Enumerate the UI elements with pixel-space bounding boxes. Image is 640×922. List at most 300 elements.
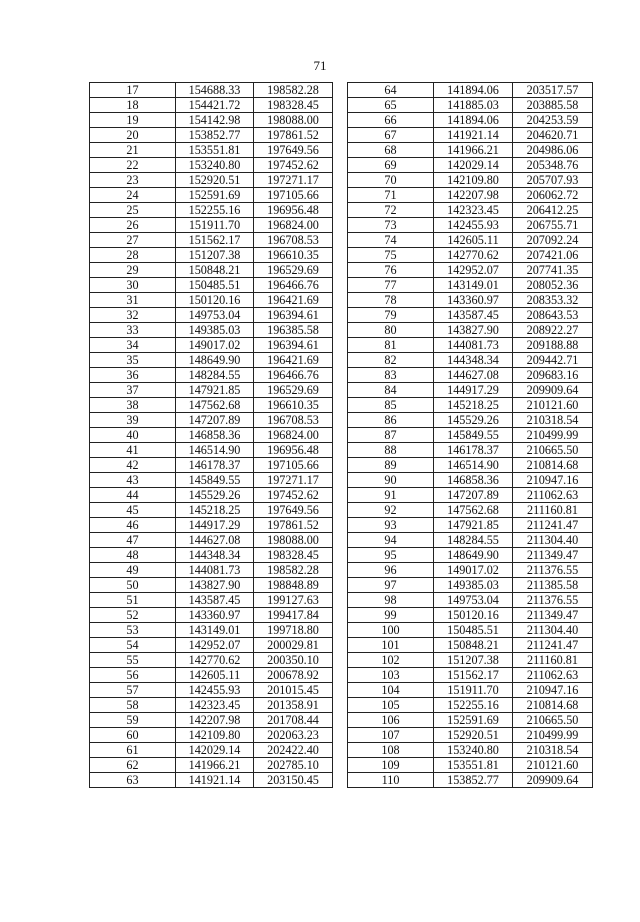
table-row [348, 518, 593, 533]
y-coordinate-cell: 210947.16 [513, 683, 593, 698]
table-row [90, 428, 333, 443]
y-coordinate-cell: 209188.88 [513, 338, 593, 353]
y-coordinate-cell: 196466.76 [254, 278, 333, 293]
point-number-cell: 22 [90, 158, 176, 173]
x-coordinate-cell: 146858.36 [176, 428, 254, 443]
table-row [348, 233, 593, 248]
point-number-cell: 25 [90, 203, 176, 218]
point-number-cell: 109 [348, 758, 434, 773]
point-number-cell: 52 [90, 608, 176, 623]
table-row [90, 323, 333, 338]
table-row [348, 323, 593, 338]
table-row [348, 773, 593, 788]
table-row [90, 563, 333, 578]
x-coordinate-cell: 152920.51 [176, 173, 254, 188]
y-coordinate-cell: 196394.61 [254, 308, 333, 323]
y-coordinate-cell: 204253.59 [513, 113, 593, 128]
x-coordinate-cell: 142952.07 [434, 263, 513, 278]
x-coordinate-cell: 153551.81 [176, 143, 254, 158]
table-row [90, 698, 333, 713]
y-coordinate-cell: 211385.58 [513, 578, 593, 593]
table-row [348, 428, 593, 443]
y-coordinate-cell: 200350.10 [254, 653, 333, 668]
y-coordinate-cell: 197271.17 [254, 473, 333, 488]
table-row [348, 443, 593, 458]
y-coordinate-cell: 196708.53 [254, 233, 333, 248]
coordinates-table-left [89, 82, 333, 788]
y-coordinate-cell: 208353.32 [513, 293, 593, 308]
table-row [348, 413, 593, 428]
x-coordinate-cell: 150848.21 [176, 263, 254, 278]
table-row [90, 368, 333, 383]
point-number-cell: 101 [348, 638, 434, 653]
x-coordinate-cell: 151207.38 [176, 248, 254, 263]
coordinates-table-right [347, 82, 593, 788]
table-row [348, 173, 593, 188]
table-row [90, 488, 333, 503]
table-row [90, 758, 333, 773]
table-row [348, 593, 593, 608]
y-coordinate-cell: 211304.40 [513, 623, 593, 638]
point-number-cell: 83 [348, 368, 434, 383]
y-coordinate-cell: 197861.52 [254, 128, 333, 143]
x-coordinate-cell: 144917.29 [176, 518, 254, 533]
x-coordinate-cell: 143360.97 [176, 608, 254, 623]
y-coordinate-cell: 198848.89 [254, 578, 333, 593]
y-coordinate-cell: 210121.60 [513, 758, 593, 773]
table-row [90, 338, 333, 353]
table-row [348, 128, 593, 143]
point-number-cell: 87 [348, 428, 434, 443]
y-coordinate-cell: 197649.56 [254, 143, 333, 158]
x-coordinate-cell: 142605.11 [434, 233, 513, 248]
y-coordinate-cell: 211349.47 [513, 548, 593, 563]
y-coordinate-cell: 211062.63 [513, 668, 593, 683]
y-coordinate-cell: 211062.63 [513, 488, 593, 503]
table-row [348, 623, 593, 638]
y-coordinate-cell: 210665.50 [513, 713, 593, 728]
point-number-cell: 72 [348, 203, 434, 218]
x-coordinate-cell: 143827.90 [176, 578, 254, 593]
table-row [348, 503, 593, 518]
y-coordinate-cell: 196394.61 [254, 338, 333, 353]
x-coordinate-cell: 145529.26 [176, 488, 254, 503]
x-coordinate-cell: 141921.14 [176, 773, 254, 788]
point-number-cell: 82 [348, 353, 434, 368]
table-row [348, 263, 593, 278]
y-coordinate-cell: 196529.69 [254, 263, 333, 278]
point-number-cell: 73 [348, 218, 434, 233]
table-row [90, 278, 333, 293]
table-row [348, 218, 593, 233]
x-coordinate-cell: 153852.77 [434, 773, 513, 788]
y-coordinate-cell: 207421.06 [513, 248, 593, 263]
point-number-cell: 55 [90, 653, 176, 668]
table-row [348, 713, 593, 728]
y-coordinate-cell: 201358.91 [254, 698, 333, 713]
y-coordinate-cell: 197861.52 [254, 518, 333, 533]
table-row [348, 203, 593, 218]
point-number-cell: 85 [348, 398, 434, 413]
y-coordinate-cell: 196385.58 [254, 323, 333, 338]
y-coordinate-cell: 198088.00 [254, 113, 333, 128]
table-row [348, 578, 593, 593]
table-row [90, 308, 333, 323]
table-row [90, 113, 333, 128]
table-row [90, 668, 333, 683]
table-row [90, 728, 333, 743]
y-coordinate-cell: 207741.35 [513, 263, 593, 278]
x-coordinate-cell: 142109.80 [176, 728, 254, 743]
x-coordinate-cell: 150485.51 [434, 623, 513, 638]
y-coordinate-cell: 211160.81 [513, 503, 593, 518]
x-coordinate-cell: 142029.14 [176, 743, 254, 758]
point-number-cell: 98 [348, 593, 434, 608]
table-row [90, 638, 333, 653]
table-row [348, 113, 593, 128]
x-coordinate-cell: 141966.21 [176, 758, 254, 773]
y-coordinate-cell: 208643.53 [513, 308, 593, 323]
table-row [90, 533, 333, 548]
x-coordinate-cell: 153240.80 [434, 743, 513, 758]
y-coordinate-cell: 198582.28 [254, 563, 333, 578]
point-number-cell: 108 [348, 743, 434, 758]
y-coordinate-cell: 196824.00 [254, 218, 333, 233]
y-coordinate-cell: 205707.93 [513, 173, 593, 188]
table-row [348, 338, 593, 353]
table-row [90, 608, 333, 623]
x-coordinate-cell: 144627.08 [434, 368, 513, 383]
table-row [90, 203, 333, 218]
x-coordinate-cell: 147562.68 [176, 398, 254, 413]
table-row [348, 728, 593, 743]
point-number-cell: 29 [90, 263, 176, 278]
point-number-cell: 97 [348, 578, 434, 593]
table-row [90, 458, 333, 473]
point-number-cell: 71 [348, 188, 434, 203]
point-number-cell: 70 [348, 173, 434, 188]
table-row [348, 668, 593, 683]
y-coordinate-cell: 200678.92 [254, 668, 333, 683]
point-number-cell: 100 [348, 623, 434, 638]
y-coordinate-cell: 197105.66 [254, 458, 333, 473]
table-row [90, 248, 333, 263]
table-row [348, 473, 593, 488]
y-coordinate-cell: 211241.47 [513, 638, 593, 653]
table-row [90, 548, 333, 563]
x-coordinate-cell: 149017.02 [434, 563, 513, 578]
table-row [348, 398, 593, 413]
point-number-cell: 49 [90, 563, 176, 578]
x-coordinate-cell: 154688.33 [176, 83, 254, 98]
y-coordinate-cell: 201015.45 [254, 683, 333, 698]
x-coordinate-cell: 148649.90 [176, 353, 254, 368]
y-coordinate-cell: 210499.99 [513, 428, 593, 443]
x-coordinate-cell: 142952.07 [176, 638, 254, 653]
y-coordinate-cell: 202785.10 [254, 758, 333, 773]
point-number-cell: 64 [348, 83, 434, 98]
x-coordinate-cell: 146858.36 [434, 473, 513, 488]
point-number-cell: 48 [90, 548, 176, 563]
point-number-cell: 44 [90, 488, 176, 503]
y-coordinate-cell: 211160.81 [513, 653, 593, 668]
x-coordinate-cell: 148649.90 [434, 548, 513, 563]
x-coordinate-cell: 151207.38 [434, 653, 513, 668]
table-row [90, 683, 333, 698]
y-coordinate-cell: 205348.76 [513, 158, 593, 173]
x-coordinate-cell: 142770.62 [434, 248, 513, 263]
point-number-cell: 35 [90, 353, 176, 368]
table-row [348, 563, 593, 578]
table-row [90, 743, 333, 758]
point-number-cell: 36 [90, 368, 176, 383]
x-coordinate-cell: 144081.73 [434, 338, 513, 353]
table-row [348, 293, 593, 308]
y-coordinate-cell: 196421.69 [254, 353, 333, 368]
point-number-cell: 47 [90, 533, 176, 548]
point-number-cell: 84 [348, 383, 434, 398]
table-row [90, 578, 333, 593]
point-number-cell: 42 [90, 458, 176, 473]
point-number-cell: 39 [90, 413, 176, 428]
table-row [348, 308, 593, 323]
x-coordinate-cell: 141894.06 [434, 113, 513, 128]
table-row [348, 248, 593, 263]
table-row [90, 443, 333, 458]
x-coordinate-cell: 143360.97 [434, 293, 513, 308]
point-number-cell: 30 [90, 278, 176, 293]
point-number-cell: 20 [90, 128, 176, 143]
x-coordinate-cell: 142109.80 [434, 173, 513, 188]
y-coordinate-cell: 209442.71 [513, 353, 593, 368]
y-coordinate-cell: 211376.55 [513, 563, 593, 578]
x-coordinate-cell: 146178.37 [434, 443, 513, 458]
point-number-cell: 96 [348, 563, 434, 578]
point-number-cell: 37 [90, 383, 176, 398]
table-row [90, 188, 333, 203]
point-number-cell: 59 [90, 713, 176, 728]
table-row [348, 143, 593, 158]
x-coordinate-cell: 142323.45 [176, 698, 254, 713]
point-number-cell: 95 [348, 548, 434, 563]
point-number-cell: 56 [90, 668, 176, 683]
x-coordinate-cell: 143149.01 [176, 623, 254, 638]
x-coordinate-cell: 141885.03 [434, 98, 513, 113]
x-coordinate-cell: 150848.21 [434, 638, 513, 653]
x-coordinate-cell: 142770.62 [176, 653, 254, 668]
x-coordinate-cell: 144627.08 [176, 533, 254, 548]
x-coordinate-cell: 153852.77 [176, 128, 254, 143]
y-coordinate-cell: 206755.71 [513, 218, 593, 233]
y-coordinate-cell: 198328.45 [254, 98, 333, 113]
point-number-cell: 38 [90, 398, 176, 413]
point-number-cell: 69 [348, 158, 434, 173]
point-number-cell: 18 [90, 98, 176, 113]
x-coordinate-cell: 143827.90 [434, 323, 513, 338]
table-row [90, 83, 333, 98]
table-row [348, 698, 593, 713]
point-number-cell: 103 [348, 668, 434, 683]
x-coordinate-cell: 152920.51 [434, 728, 513, 743]
point-number-cell: 50 [90, 578, 176, 593]
point-number-cell: 91 [348, 488, 434, 503]
point-number-cell: 17 [90, 83, 176, 98]
y-coordinate-cell: 211349.47 [513, 608, 593, 623]
y-coordinate-cell: 204986.06 [513, 143, 593, 158]
x-coordinate-cell: 144917.29 [434, 383, 513, 398]
point-number-cell: 62 [90, 758, 176, 773]
x-coordinate-cell: 146514.90 [176, 443, 254, 458]
y-coordinate-cell: 211241.47 [513, 518, 593, 533]
point-number-cell: 67 [348, 128, 434, 143]
x-coordinate-cell: 144081.73 [176, 563, 254, 578]
point-number-cell: 40 [90, 428, 176, 443]
point-number-cell: 46 [90, 518, 176, 533]
table-row [90, 593, 333, 608]
table-row [90, 473, 333, 488]
table-row [90, 173, 333, 188]
y-coordinate-cell: 210318.54 [513, 743, 593, 758]
table-row [90, 623, 333, 638]
point-number-cell: 57 [90, 683, 176, 698]
y-coordinate-cell: 210318.54 [513, 413, 593, 428]
point-number-cell: 105 [348, 698, 434, 713]
x-coordinate-cell: 148284.55 [176, 368, 254, 383]
y-coordinate-cell: 202063.23 [254, 728, 333, 743]
y-coordinate-cell: 196824.00 [254, 428, 333, 443]
point-number-cell: 94 [348, 533, 434, 548]
y-coordinate-cell: 203885.58 [513, 98, 593, 113]
point-number-cell: 110 [348, 773, 434, 788]
x-coordinate-cell: 150485.51 [176, 278, 254, 293]
x-coordinate-cell: 146514.90 [434, 458, 513, 473]
table-row [90, 128, 333, 143]
point-number-cell: 61 [90, 743, 176, 758]
table-row [90, 263, 333, 278]
point-number-cell: 26 [90, 218, 176, 233]
x-coordinate-cell: 142029.14 [434, 158, 513, 173]
point-number-cell: 86 [348, 413, 434, 428]
table-row [90, 383, 333, 398]
y-coordinate-cell: 210814.68 [513, 698, 593, 713]
point-number-cell: 78 [348, 293, 434, 308]
point-number-cell: 66 [348, 113, 434, 128]
y-coordinate-cell: 200029.81 [254, 638, 333, 653]
point-number-cell: 79 [348, 308, 434, 323]
table-row [348, 548, 593, 563]
y-coordinate-cell: 199718.80 [254, 623, 333, 638]
x-coordinate-cell: 145218.25 [176, 503, 254, 518]
table-row [348, 683, 593, 698]
table-row [348, 368, 593, 383]
table-row [348, 83, 593, 98]
table-row [348, 158, 593, 173]
x-coordinate-cell: 149753.04 [176, 308, 254, 323]
x-coordinate-cell: 142323.45 [434, 203, 513, 218]
y-coordinate-cell: 208922.27 [513, 323, 593, 338]
y-coordinate-cell: 197649.56 [254, 503, 333, 518]
x-coordinate-cell: 150120.16 [176, 293, 254, 308]
table-row [348, 758, 593, 773]
table-row [90, 773, 333, 788]
y-coordinate-cell: 196956.48 [254, 203, 333, 218]
x-coordinate-cell: 145849.55 [434, 428, 513, 443]
table-row [90, 713, 333, 728]
table-row [90, 503, 333, 518]
x-coordinate-cell: 151911.70 [434, 683, 513, 698]
point-number-cell: 92 [348, 503, 434, 518]
table-row [348, 458, 593, 473]
table-row [90, 143, 333, 158]
table-row [90, 398, 333, 413]
y-coordinate-cell: 210121.60 [513, 398, 593, 413]
point-number-cell: 77 [348, 278, 434, 293]
x-coordinate-cell: 150120.16 [434, 608, 513, 623]
x-coordinate-cell: 146178.37 [176, 458, 254, 473]
table-row [348, 638, 593, 653]
x-coordinate-cell: 147207.89 [176, 413, 254, 428]
y-coordinate-cell: 196956.48 [254, 443, 333, 458]
point-number-cell: 76 [348, 263, 434, 278]
table-row [348, 188, 593, 203]
point-number-cell: 53 [90, 623, 176, 638]
point-number-cell: 80 [348, 323, 434, 338]
x-coordinate-cell: 148284.55 [434, 533, 513, 548]
y-coordinate-cell: 198088.00 [254, 533, 333, 548]
table-row [348, 533, 593, 548]
point-number-cell: 54 [90, 638, 176, 653]
x-coordinate-cell: 153240.80 [176, 158, 254, 173]
table-row [90, 98, 333, 113]
x-coordinate-cell: 151911.70 [176, 218, 254, 233]
y-coordinate-cell: 197105.66 [254, 188, 333, 203]
y-coordinate-cell: 206062.72 [513, 188, 593, 203]
y-coordinate-cell: 197452.62 [254, 158, 333, 173]
table-row [348, 353, 593, 368]
point-number-cell: 28 [90, 248, 176, 263]
y-coordinate-cell: 209909.64 [513, 773, 593, 788]
table-row [90, 158, 333, 173]
y-coordinate-cell: 196610.35 [254, 398, 333, 413]
point-number-cell: 102 [348, 653, 434, 668]
point-number-cell: 63 [90, 773, 176, 788]
x-coordinate-cell: 154142.98 [176, 113, 254, 128]
x-coordinate-cell: 149385.03 [176, 323, 254, 338]
y-coordinate-cell: 199417.84 [254, 608, 333, 623]
point-number-cell: 45 [90, 503, 176, 518]
y-coordinate-cell: 198582.28 [254, 83, 333, 98]
table-row [90, 413, 333, 428]
x-coordinate-cell: 152591.69 [176, 188, 254, 203]
y-coordinate-cell: 210814.68 [513, 458, 593, 473]
x-coordinate-cell: 141966.21 [434, 143, 513, 158]
y-coordinate-cell: 210499.99 [513, 728, 593, 743]
y-coordinate-cell: 197452.62 [254, 488, 333, 503]
table-row [348, 608, 593, 623]
x-coordinate-cell: 142207.98 [176, 713, 254, 728]
table-row [348, 743, 593, 758]
point-number-cell: 88 [348, 443, 434, 458]
table-row [90, 233, 333, 248]
point-number-cell: 51 [90, 593, 176, 608]
point-number-cell: 99 [348, 608, 434, 623]
point-number-cell: 27 [90, 233, 176, 248]
point-number-cell: 75 [348, 248, 434, 263]
y-coordinate-cell: 206412.25 [513, 203, 593, 218]
table-row [348, 653, 593, 668]
table-row [90, 653, 333, 668]
point-number-cell: 68 [348, 143, 434, 158]
